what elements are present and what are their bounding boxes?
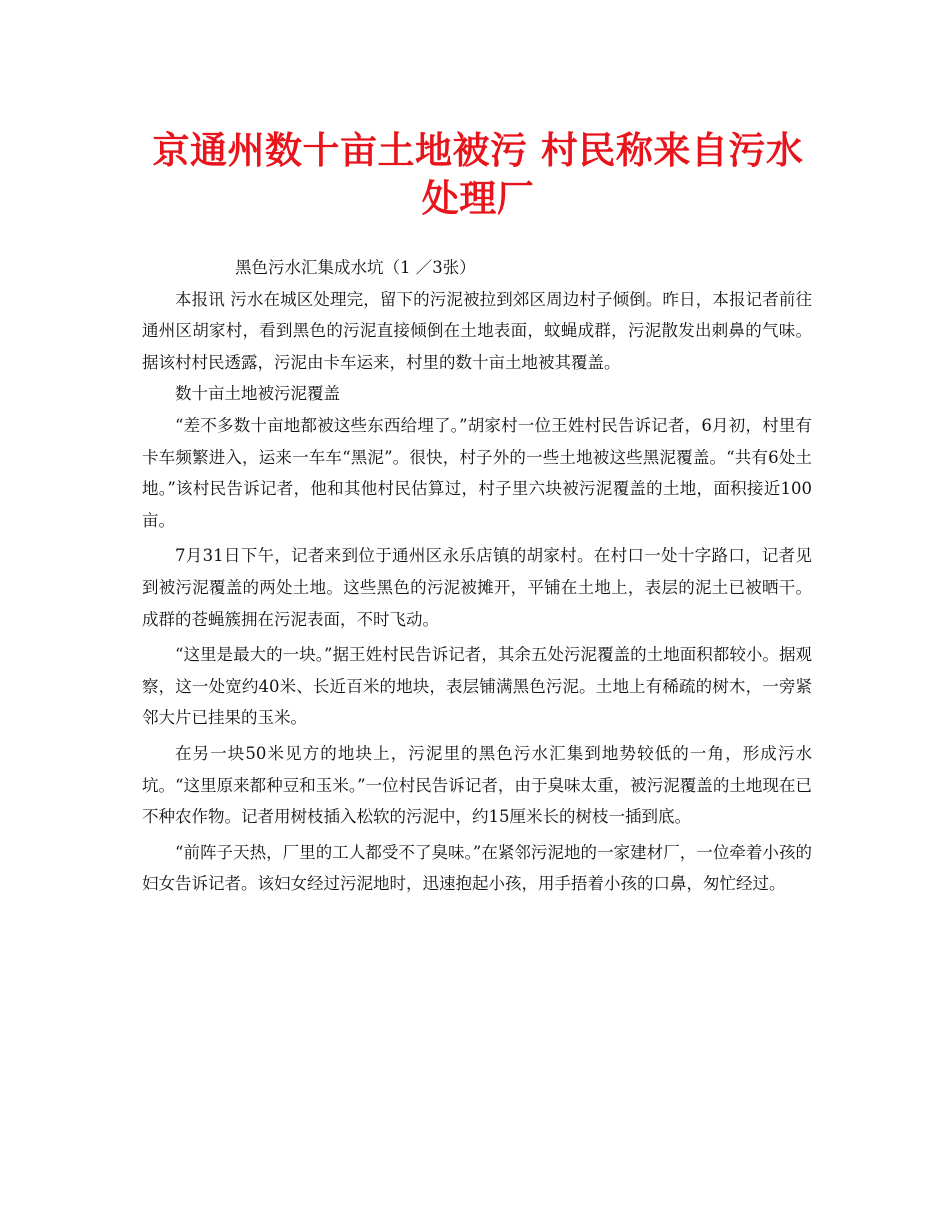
article-body xyxy=(142,252,812,900)
paragraph: “差不多数十亩地都被这些东西给埋了。”胡家村一位王姓村民告诉记者，6月初，村里有卡车频繁进入，运来一车车“黑泥”。很快，村子外的一些土地被这些黑泥覆盖。“共有6处土地。”该村民告诉记者，他和其他村民估算过，村子里六块被污泥覆盖的土地，面积接近100亩。 xyxy=(142,415,812,530)
paragraph: “这里是最大的一块。”据王姓村民告诉记者，其余五处污泥覆盖的土地面积都较小。据观察，这一处宽约40米、长近百米的地块，表层铺满黑色污泥。土地上有稀疏的树木，一旁紧邻大片已挂果的玉米。 xyxy=(142,645,812,728)
article-title: 京通州数十亩土地被污 村民称来自污水处理厂 xyxy=(152,128,804,220)
paragraph: 在另一块50米见方的地块上，污泥里的黑色污水汇集到地势较低的一角，形成污水坑。“这里原来都种豆和玉米。”一位村民告诉记者，由于臭味太重，被污泥覆盖的土地现在已不种农作物。记者用树枝插入松软的污泥中，约15厘米长的树枝一插到底。 xyxy=(142,743,812,827)
paragraph-lead: 本报讯 污水在城区处理完，留下的污泥被拉到郊区周边村子倾倒。昨日，本报记者前往通州区胡家村，看到黑色的污泥直接倾倒在土地表面，蚊蝇成群，污泥散发出刺鼻的气味。据该村村民透露，污泥由卡车运来，村里的数十亩土地被其覆盖。 xyxy=(142,289,812,372)
paragraph: “前阵子天热，厂里的工人都受不了臭味。”在紧邻污泥地的一家建材厂，一位牵着小孩的妇女告诉记者。该妇女经过污泥地时，迅速抱起小孩，用手捂着小孩的口鼻，匆忙经过。 xyxy=(142,842,812,894)
section-heading: 数十亩土地被污泥覆盖 xyxy=(175,384,340,404)
image-caption: 黑色污水汇集成水坑（1 ／3张） xyxy=(235,258,476,277)
paragraph: 7月31日下午，记者来到位于通州区永乐店镇的胡家村。在村口一处十字路口，记者见到被污泥覆盖的两处土地。这些黑色的污泥被摊开，平铺在土地上，表层的泥土已被晒干。成群的苍蝇簇拥在污泥表面，不时飞动。 xyxy=(142,546,812,629)
